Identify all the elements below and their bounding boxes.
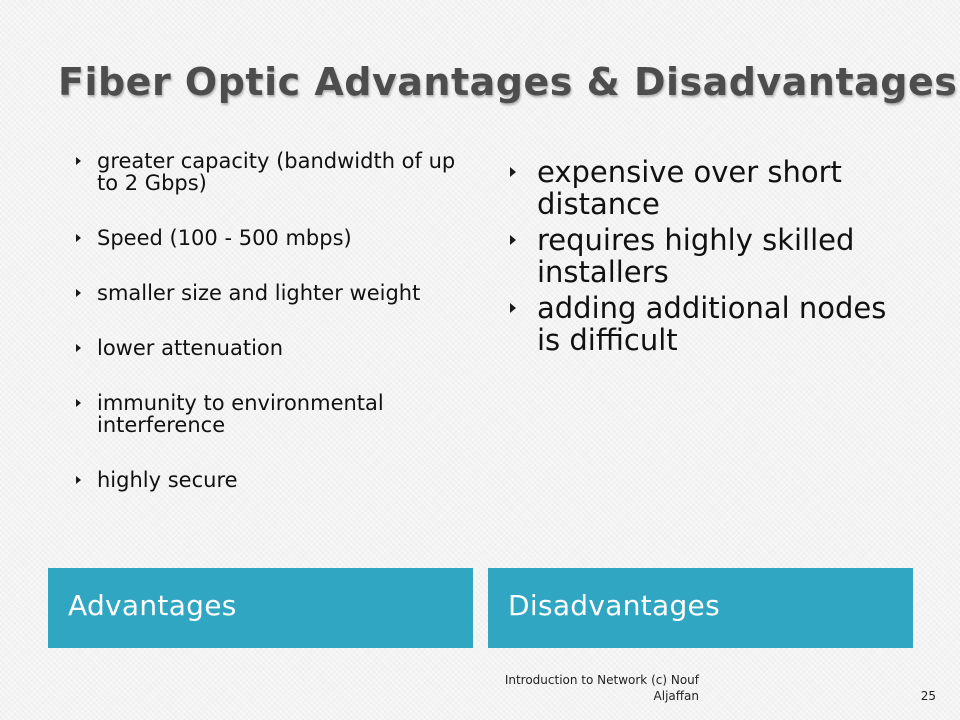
triangle-bullet-icon <box>76 476 81 484</box>
advantage-item <box>76 150 471 194</box>
advantage-item-text: Speed (100 - 500 mbps) <box>97 226 352 250</box>
advantages-label-box <box>48 568 473 648</box>
footer-text: Introduction to Network (c) Nouf Aljaffan <box>504 673 699 703</box>
advantage-item <box>76 227 471 249</box>
slide-title: Fiber Optic Advantages & Disadvantages <box>58 60 958 104</box>
advantage-item-text: highly secure <box>97 468 238 492</box>
triangle-bullet-icon <box>510 235 516 245</box>
advantages-list <box>76 150 471 524</box>
triangle-bullet-icon <box>76 289 81 297</box>
disadvantages-label-box <box>488 568 913 648</box>
triangle-bullet-icon <box>76 157 81 165</box>
triangle-bullet-icon <box>76 344 81 352</box>
advantage-item-text: smaller size and lighter weight <box>97 281 421 305</box>
advantage-item <box>76 392 471 436</box>
disadvantage-item <box>510 292 910 356</box>
advantage-item-text: immunity to environmental interference <box>97 391 384 437</box>
triangle-bullet-icon <box>76 234 81 242</box>
advantage-item-text: greater capacity (bandwidth of up to 2 Gbps) <box>97 149 456 195</box>
disadvantages-list <box>510 156 910 360</box>
advantage-item <box>76 469 471 491</box>
triangle-bullet-icon <box>510 303 516 313</box>
advantage-item <box>76 337 471 359</box>
disadvantage-item-text: adding additional nodes is difficult <box>537 291 887 357</box>
page-number: 25 <box>920 689 936 703</box>
disadvantages-label: Disadvantages <box>508 589 720 622</box>
triangle-bullet-icon <box>510 167 516 177</box>
disadvantage-item-text: requires highly skilled installers <box>537 223 855 289</box>
disadvantage-item-text: expensive over short distance <box>537 155 842 221</box>
triangle-bullet-icon <box>76 399 81 407</box>
advantage-item-text: lower attenuation <box>97 336 284 360</box>
disadvantage-item <box>510 156 910 220</box>
advantages-label: Advantages <box>68 589 237 622</box>
advantage-item <box>76 282 471 304</box>
disadvantage-item <box>510 224 910 288</box>
